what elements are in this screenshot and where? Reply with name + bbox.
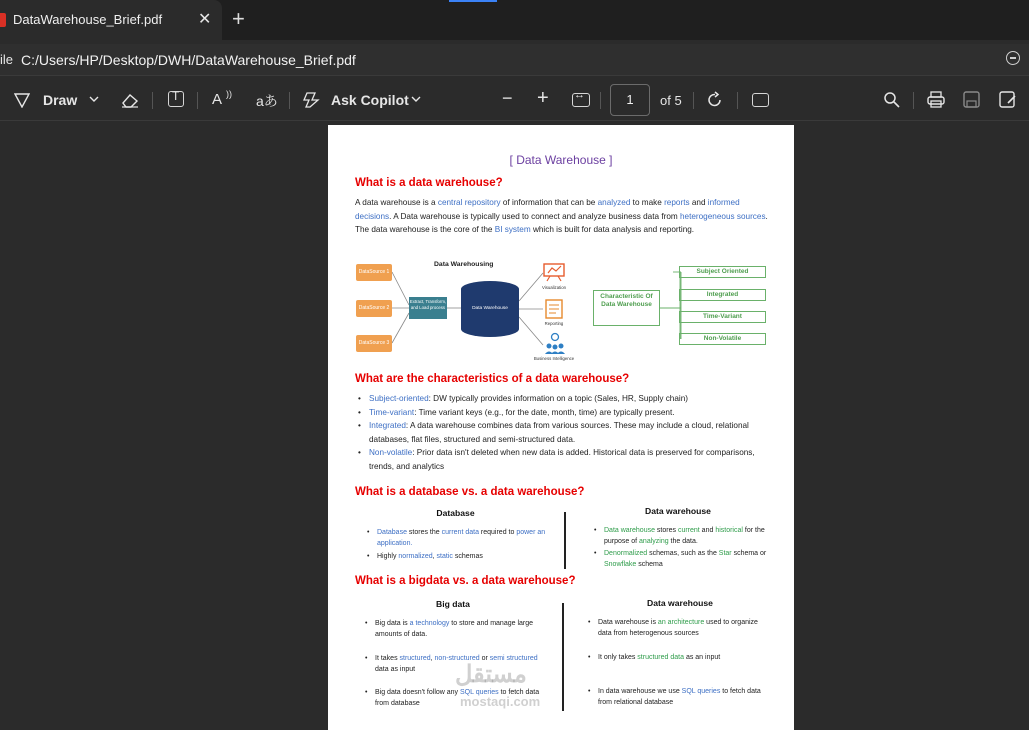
save-as-icon[interactable] [999, 91, 1017, 108]
page-view-icon[interactable] [752, 93, 769, 107]
list-item: • Integrated: A data warehouse combines data from various sources. These may include a cloud, relational databases, flat files, structured and semi-structured data. [355, 419, 767, 446]
pdf-icon [0, 13, 6, 27]
visualization-icon [542, 262, 566, 282]
read-aloud-icon[interactable]: A [212, 91, 223, 108]
toolbar-divider [152, 92, 153, 109]
reporting-icon [544, 297, 564, 319]
bi-label: Business Intelligence [533, 356, 575, 361]
characteristics-list [355, 392, 767, 474]
diagram-title: Data Warehousing [434, 261, 494, 268]
chevron-down-icon[interactable] [89, 94, 99, 104]
toolbar-divider [913, 92, 914, 109]
db-point: • Database stores the current data required to power an application. [377, 528, 552, 549]
dw-point: • It only takes structured data as an input [598, 653, 773, 664]
ask-copilot-button[interactable]: Ask Copilot [331, 92, 409, 108]
column-heading-bigdata: Big data [436, 599, 470, 609]
heading-what-is-dw: What is a data warehouse? [355, 177, 503, 189]
column-divider [564, 512, 566, 569]
address-path[interactable]: C:/Users/HP/Desktop/DWH/DataWarehouse_Brief.pdf [21, 52, 356, 68]
tab-strip [0, 0, 1029, 40]
characteristic-box: Characteristic Of Data Warehouse [593, 290, 660, 326]
datasource-box: DataSource 1 [356, 264, 392, 281]
zoom-out-icon[interactable] [1006, 51, 1020, 65]
tab-pdf[interactable] [0, 0, 222, 40]
warehouse-cylinder [461, 281, 519, 337]
new-tab-icon[interactable]: + [232, 6, 245, 31]
bigdata-point: • It takes structured, non-structured or semi structured data as input [375, 654, 545, 675]
watermark-logo: مستقل [455, 661, 527, 688]
bigdata-point: • Big data is a technology to store and manage large amounts of data. [375, 619, 545, 640]
characteristic-item: Subject Oriented [679, 266, 766, 278]
datasource-box: DataSource 3 [356, 335, 392, 352]
close-tab-icon[interactable]: ✕ [198, 11, 212, 28]
list-item: • Time-variant: Time variant keys (e.g., for the date, month, time) are typically present. [355, 406, 767, 420]
document-title: [ Data Warehouse ] [509, 153, 613, 167]
rotate-icon[interactable] [706, 91, 724, 109]
toolbar-divider [197, 92, 198, 109]
dw-point: • Data warehouse stores current and historical for the purpose of analyzing the data. [604, 526, 774, 547]
draw-icon[interactable] [14, 92, 30, 108]
dw-point: • Data warehouse is an architecture used to organize data from heterogenous sources [598, 618, 773, 639]
dw-point: • Denormalized schemas, such as the Star schema or Snowflake schema [604, 549, 774, 570]
characteristic-item: Time-Variant [679, 311, 766, 323]
visualization-label: Visualization [541, 285, 567, 290]
etl-box: Extract, Transform, and Load process [409, 297, 447, 319]
column-heading-dw: Data warehouse [645, 506, 711, 516]
save-icon[interactable] [963, 91, 980, 108]
column-divider [562, 603, 564, 711]
toolbar-divider [693, 92, 694, 109]
column-heading-database: Database [436, 508, 475, 518]
tab-title: DataWarehouse_Brief.pdf [13, 12, 163, 27]
watermark-url: mostaqi.com [460, 694, 541, 709]
read-aloud-wave-icon: )) [226, 89, 232, 99]
list-item: • Non-volatile: Prior data isn't deleted when new data is added. Historical data is preserved for comparisons, trends, and analytics [355, 446, 767, 473]
zoom-in-button[interactable]: + [537, 87, 549, 109]
pdf-toolbar [0, 80, 1029, 121]
text-box-icon[interactable]: T [168, 91, 184, 107]
column-heading-dw: Data warehouse [647, 598, 713, 608]
bigdata-point: • Big data doesn't follow any SQL queries to fetch data from database [375, 688, 545, 709]
chevron-down-icon[interactable] [411, 94, 421, 104]
db-point: • Highly normalized, static schemas [377, 552, 552, 563]
characteristic-item: Non-Volatile [679, 333, 766, 345]
fit-width-icon[interactable]: ↔ [572, 93, 590, 107]
reporting-label: Reporting [544, 321, 564, 326]
heading-db-vs-dw: What is a database vs. a data warehouse? [355, 486, 585, 498]
copilot-icon[interactable] [303, 91, 322, 109]
zoom-out-button[interactable]: − [502, 88, 513, 108]
toolbar-divider [737, 92, 738, 109]
list-item: • Subject-oriented: DW typically provides information on a topic (Sales, HR, Supply chain) [355, 392, 767, 406]
toolbar-divider [600, 92, 601, 109]
toolbar-divider [289, 92, 290, 109]
translate-icon[interactable]: aあ [256, 93, 278, 109]
business-intelligence-icon [543, 332, 567, 355]
search-icon[interactable] [883, 91, 900, 108]
address-bar[interactable] [0, 44, 1029, 76]
datasource-box: DataSource 2 [356, 300, 392, 317]
page-number-input[interactable]: 1 [610, 84, 650, 116]
print-icon[interactable] [927, 91, 945, 108]
address-prefix: ile [0, 52, 14, 67]
heading-bigdata-vs-dw: What is a bigdata vs. a data warehouse? [355, 575, 576, 587]
tab-accent [449, 0, 497, 2]
eraser-icon[interactable] [121, 92, 139, 108]
characteristic-item: Integrated [679, 289, 766, 301]
heading-characteristics: What are the characteristics of a data warehouse? [355, 373, 630, 385]
warehouse-label: Data Warehouse [472, 306, 508, 311]
pdf-page [328, 125, 794, 730]
draw-button[interactable]: Draw [43, 92, 78, 108]
dw-point: • In data warehouse we use SQL queries to fetch data from relational database [598, 687, 773, 708]
intro-paragraph: A data warehouse is a central repository of information that can be analyzed to make reports and informed decisions. A Data warehouse is typically used to connect and analyze business data from heterogeneous sources. The data warehouse is the core of the BI system which is built for data analysis and reporting. [355, 198, 768, 235]
page-total: of 5 [660, 93, 682, 108]
